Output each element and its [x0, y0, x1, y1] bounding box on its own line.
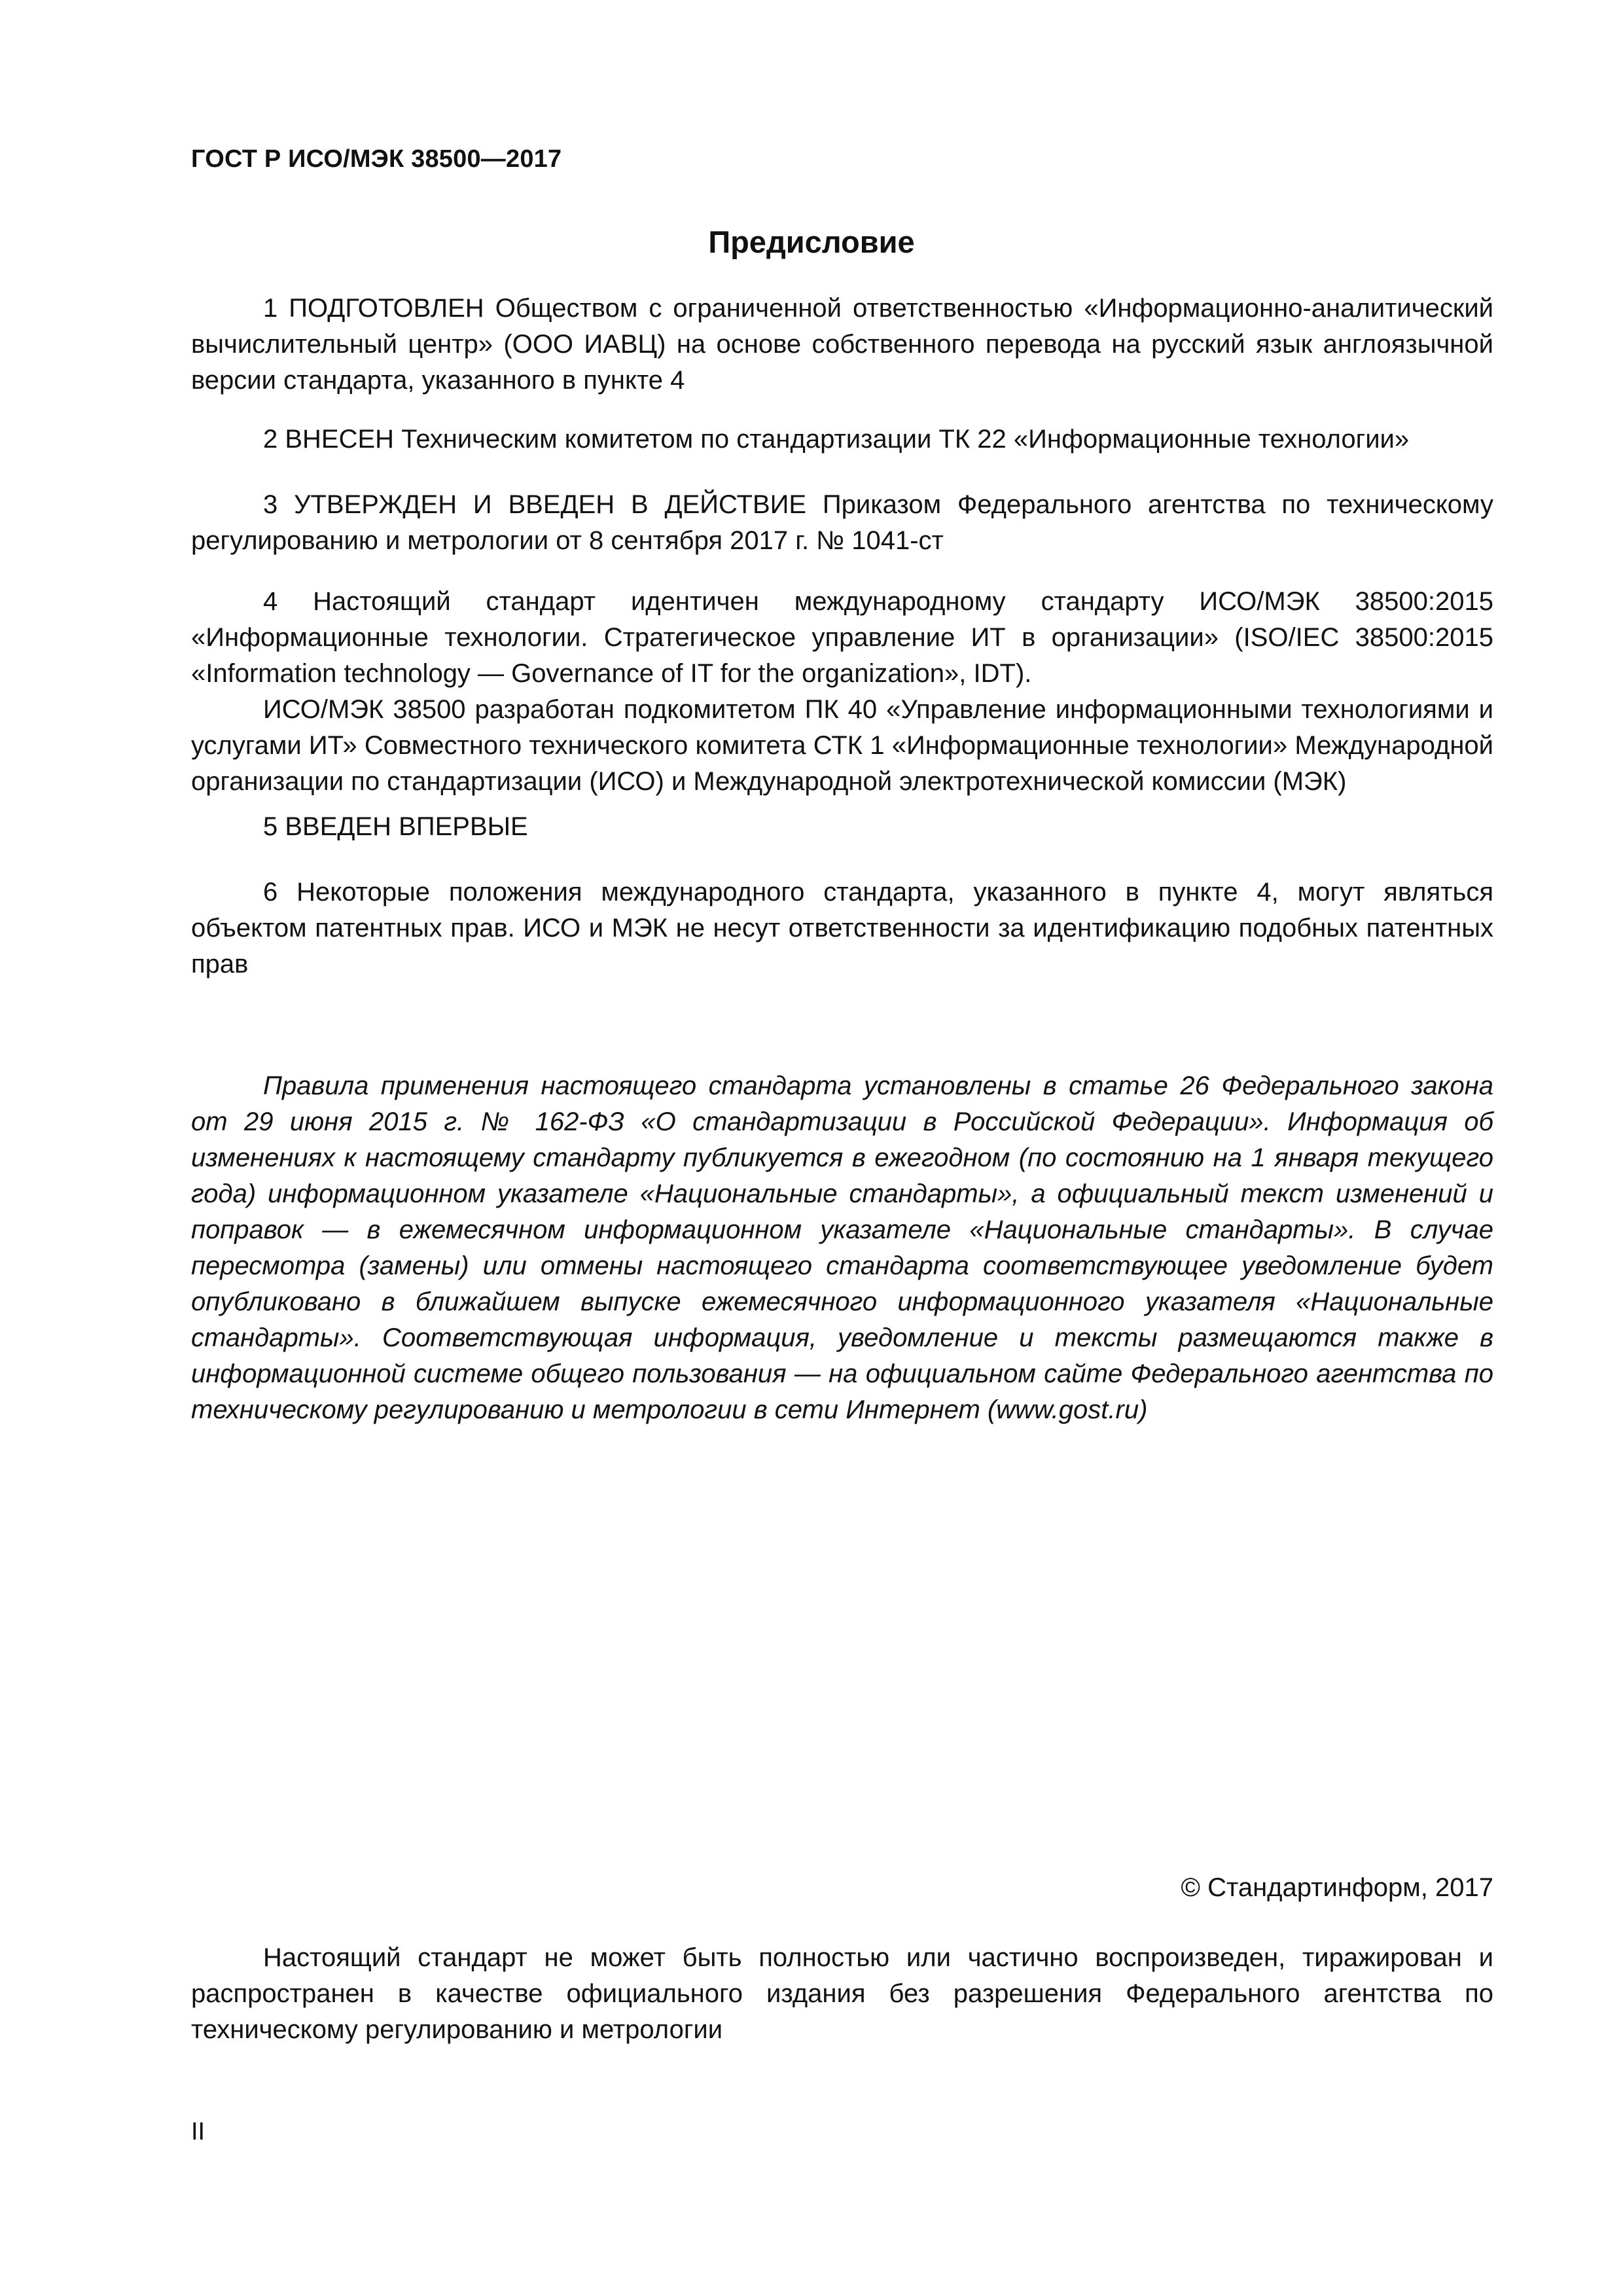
paragraph-4b: ИСО/МЭК 38500 разработан подкомитетом ПК 40 «Управление информационными технологиями и услугами ИТ» Совместного технического комитета СТК 1 «Информационные технологии» Международной организации по стандартизации (ИСО) и Международной электротехнической комиссии (МЭК) [191, 695, 1493, 796]
paragraph-4-block [191, 584, 1493, 800]
copyright: © Стандартинформ, 2017 [1181, 1873, 1493, 1902]
paragraph-6: 6 Некоторые положения международного стандарта, указанного в пункте 4, могут являться объектом патентных прав. ИСО и МЭК не несут ответственности за идентификацию подобных патентных прав [191, 878, 1493, 978]
notice-text: Правила применения настоящего стандарта установлены в статье 26 Федерального закона от 29 июня 2015 г. № 162-ФЗ «О стандартизации в Российской Федерации». Информация об изменениях к настоящему стандарту публикуется в ежегодном (по состоянию на 1 января текущего года) информационном указателе «Национальные стандарты», а официальный текст изменений и поправок — в ежемесячном информационном указателе «Национальные стандарты». В случае пересмотра (замены) или отмены настоящего стандарта соответствующее уведомление будет опубликовано в ближайшем выпуске ежемесячного информационного указателя «Национальные стандарты». Соответствующая информация, уведомление и тексты размещаются также в информационной системе общего пользования — на официальном сайте Федерального агентства по техническому регулированию и метрологии в сети Интернет (www.gost.ru) [191, 1071, 1493, 1424]
paragraph-3: 3 УТВЕРЖДЕН И ВВЕДЕН В ДЕЙСТВИЕ Приказом Федерального агентства по техническому регулированию и метрологии от 8 сентября 2017 г. № 1041-ст [191, 490, 1493, 555]
paragraph-2: 2 ВНЕСЕН Техническим комитетом по стандартизации ТК 22 «Информационные технологии» [263, 425, 1410, 454]
paragraph-6-block [191, 874, 1493, 982]
page-number: II [191, 2118, 205, 2145]
paragraph-3-block [191, 487, 1493, 559]
paragraph-1: 1 ПОДГОТОВЛЕН Обществом с ограниченной ответственностью «Информационно-аналитический вычислительный центр» (ООО ИАВЦ) на основе собственного перевода на русский язык англоязычной версии стандарта, указанного в пункте 4 [191, 294, 1493, 395]
paragraph-5: 5 ВВЕДЕН ВПЕРВЫЕ [263, 812, 528, 841]
page-title: Предисловие [708, 224, 915, 259]
reproduction-notice: Настоящий стандарт не может быть полностью или частично воспроизведен, тиражирован и распространен в качестве официального издания без разрешения Федерального агентства по техническому регулированию и метрологии [191, 1943, 1493, 2044]
paragraph-5-block [191, 809, 1493, 845]
paragraph-2-block [191, 422, 1493, 457]
document-code: ГОСТ Р ИСО/МЭК 38500—2017 [191, 145, 562, 173]
application-rules-notice [191, 1068, 1493, 1428]
paragraph-4a: 4 Настоящий стандарт идентичен международному стандарту ИСО/МЭК 38500:2015 «Информационные технологии. Стратегическое управление ИТ в организации» (ISO/IEC 38500:2015 «Information technology — Governance of IT for the organization», IDT). [191, 587, 1493, 688]
reproduction-notice-block [191, 1940, 1493, 2048]
paragraph-1-block [191, 291, 1493, 399]
